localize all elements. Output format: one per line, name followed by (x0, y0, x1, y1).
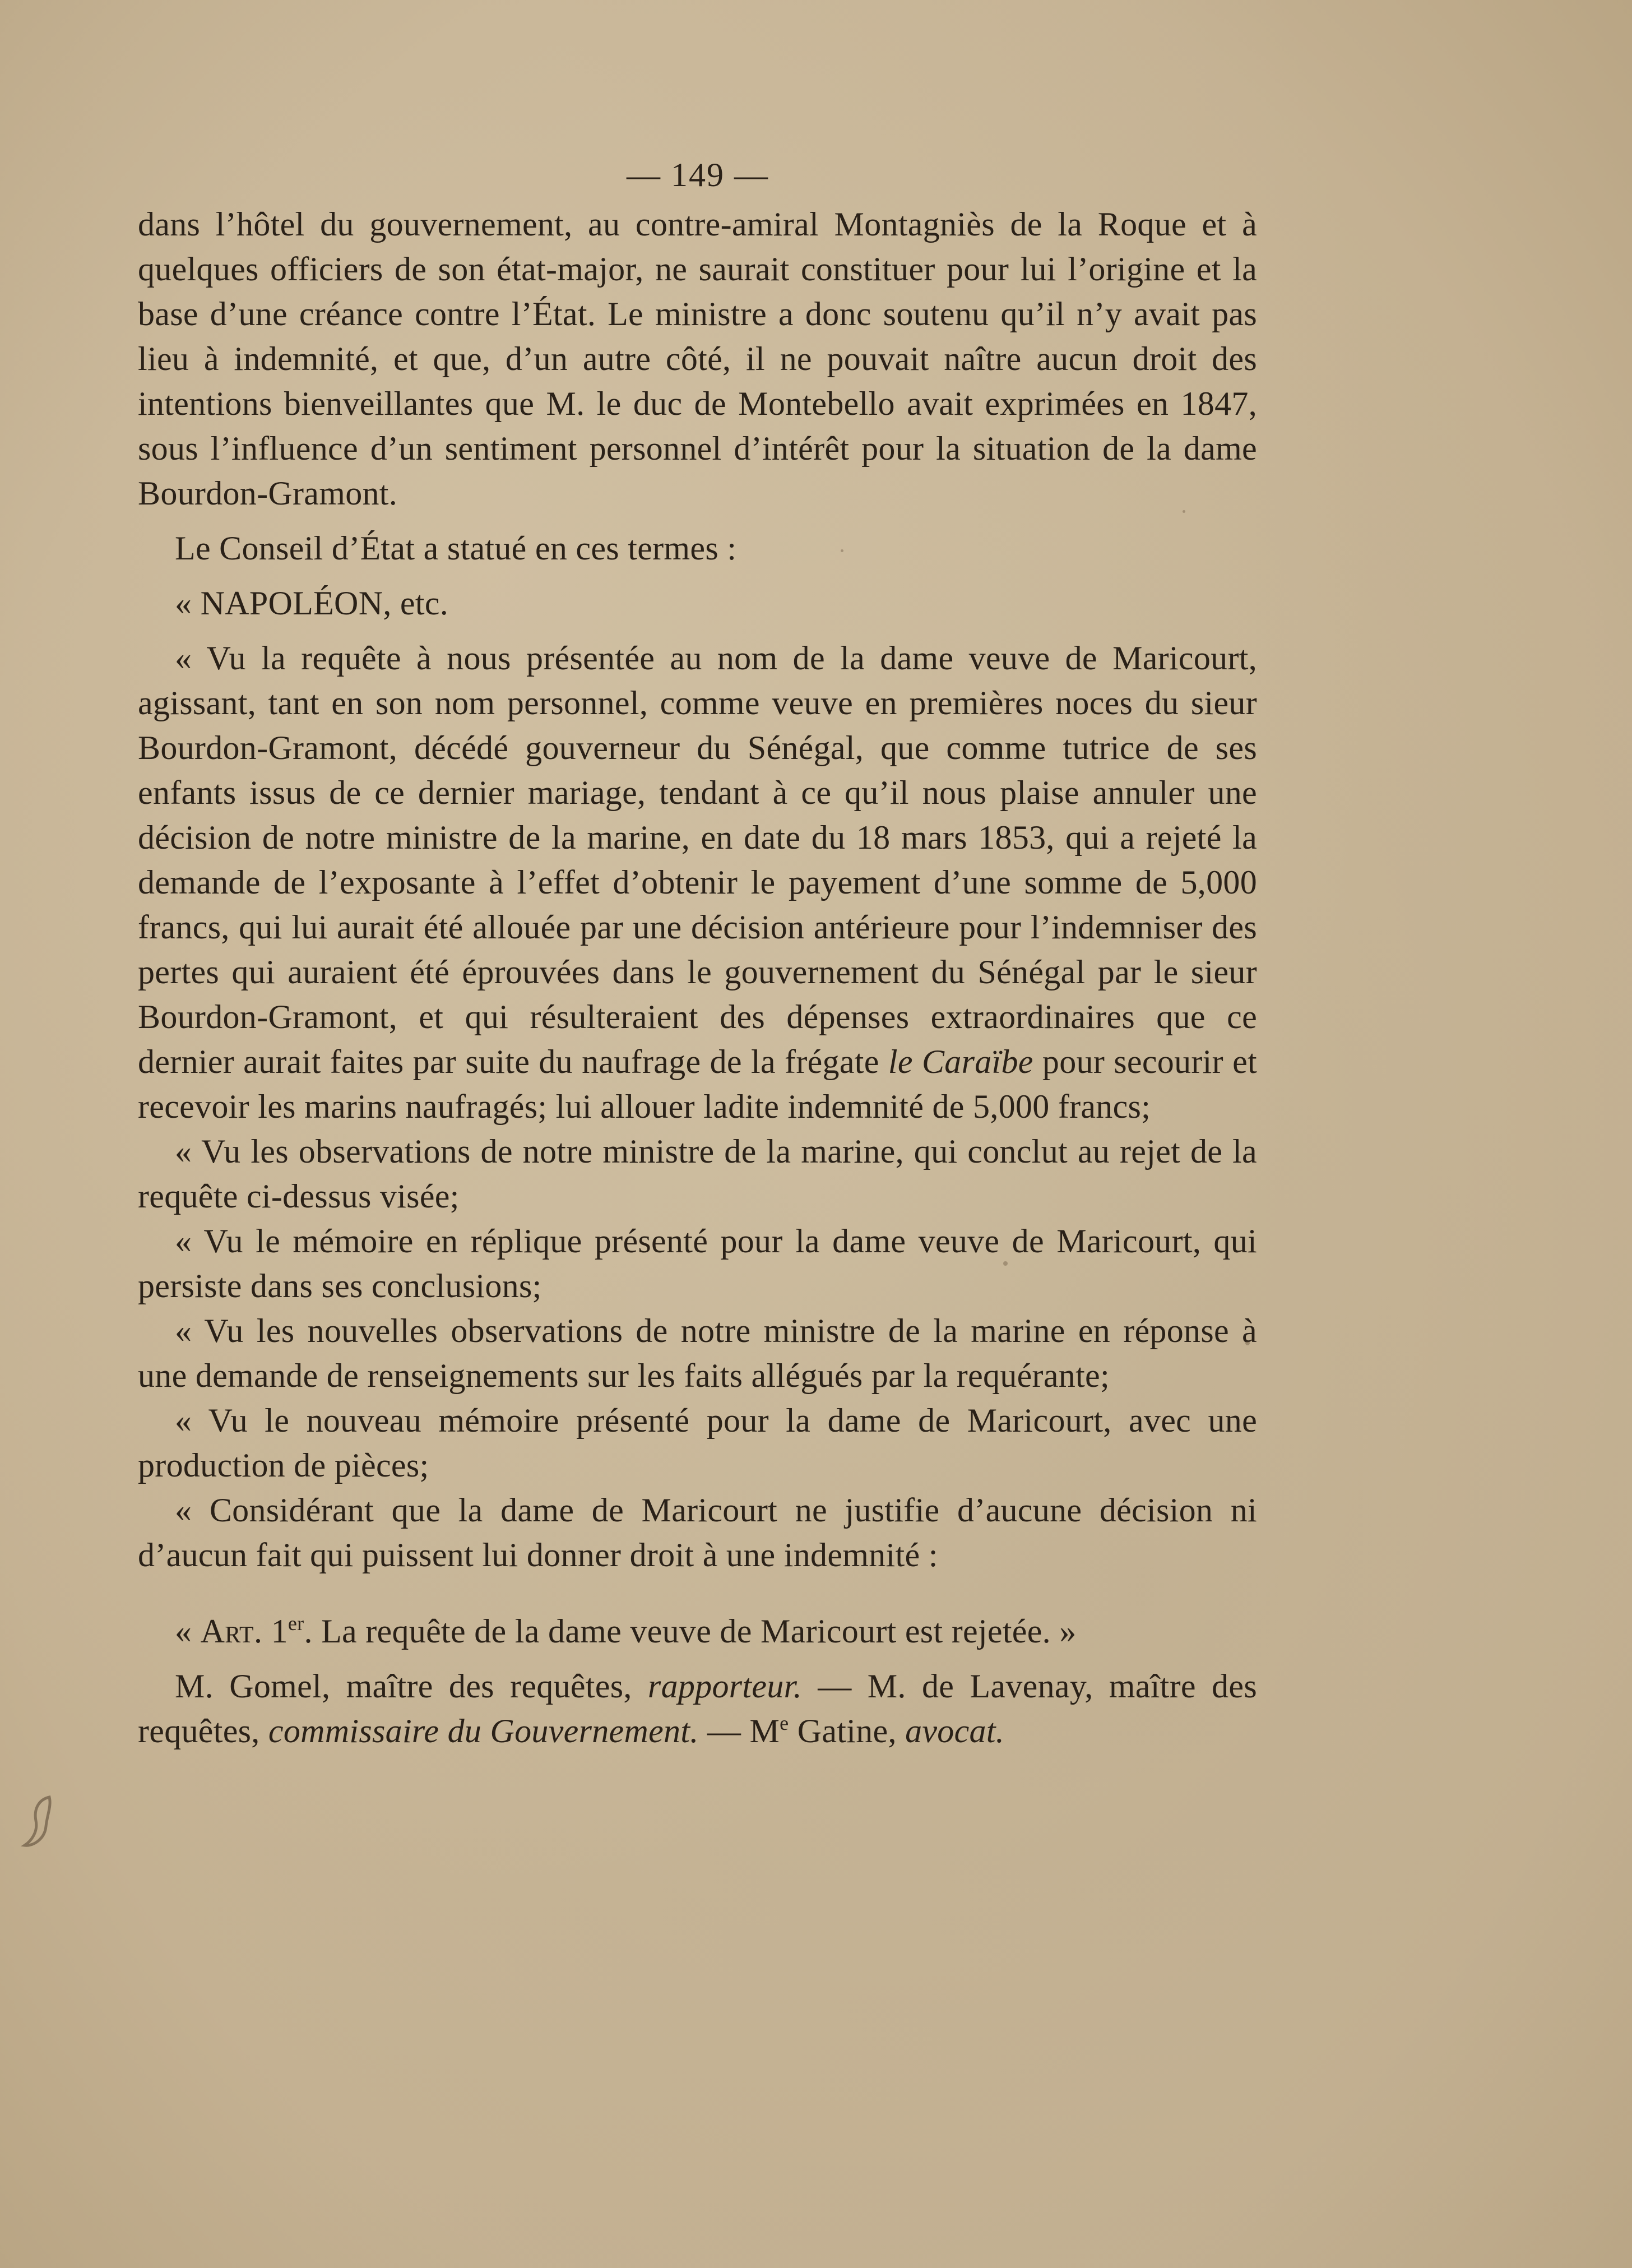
text-segment: . La requête de la dame veuve de Maricourt est rejetée. » (304, 1613, 1077, 1650)
paragraph (138, 202, 1257, 516)
paragraph (138, 1609, 1257, 1654)
text-segment: le Caraïbe (888, 1043, 1033, 1080)
text-segment: Le Conseil d’État a statué en ces termes : (175, 530, 737, 567)
text-segment: « Vu les nouvelles observations de notre ministre de la marine en réponse à une demande de renseignements sur les faits allégués par la requérante; (138, 1312, 1257, 1394)
text-segment: avocat. (905, 1712, 1005, 1749)
text-segment: pour secourir et recevoir les marins naufragés; lui allouer ladite indemnité de 5,000 francs; (138, 1043, 1258, 1125)
body-text (138, 202, 1257, 1753)
text-segment: 1 (262, 1613, 288, 1650)
text-segment: « (175, 1613, 201, 1650)
text-segment: dans l’hôtel du gouvernement, au contre-amiral Montagniès de la Roque et à quelques officiers de son état-major, ne saurait constituer pour lui l’origine et la base d’une créance contre l’État. Le ministre a donc soutenu qu’il n’y avait pas lieu à indemnité, et que, d’un autre côté, il ne pouvait naître aucun droit des intentions bienveillantes que M. le duc de Montebello avait exprimées en 1847, sous l’influence d’un sentiment personnel d’intérêt pour la situation de la dame Bourdon-Gramont. (138, 206, 1257, 512)
paragraph (138, 1219, 1257, 1308)
text-segment: Gatine, (789, 1712, 906, 1749)
paragraph (138, 636, 1257, 1129)
paper-speck (1183, 510, 1185, 513)
paragraph (138, 1308, 1257, 1398)
text-segment: — M (698, 1712, 780, 1749)
text-segment: « Vu le nouveau mémoire présenté pour la dame de Maricourt, avec une production de pièces; (138, 1402, 1257, 1484)
text-segment: Art. (200, 1613, 263, 1650)
paragraph (138, 1488, 1257, 1577)
paragraph (138, 1664, 1257, 1753)
text-segment: « Vu la requête à nous présentée au nom de la dame veuve de Maricourt, agissant, tant en son nom personnel, comme veuve en premières noces du sieur Bourdon-Gramont, décédé gouverneur du Sénégal, que comme tutrice de ses enfants issus de ce dernier mariage, tendant à ce qu’il nous plaise annuler une décision de notre ministre de la marine, en date du 18 mars 1853, qui a rejeté la demande de l’exposante à l’effet d’obtenir le payement d’une somme de 5,000 francs, qui lui aurait été allouée par une décision antérieure pour l’indemniser des pertes qui auraient été éprouvées dans le gouvernement du Sénégal par le sieur Bourdon-Gramont, et qui résulteraient des dépenses extraordinaires que ce dernier aurait faites par suite du naufrage de la frégate (138, 640, 1257, 1080)
paragraph (138, 581, 1257, 626)
paper-speck (1003, 1261, 1008, 1266)
text-segment: M. Gomel, maître des requêtes, (175, 1668, 648, 1705)
text-segment: commissaire du Gouvernement. (268, 1712, 699, 1749)
text-segment: « NAPOLÉON, etc. (175, 585, 449, 622)
paragraph (138, 1398, 1257, 1488)
text-segment: rapporteur. (647, 1668, 802, 1705)
paper-speck (1245, 1341, 1250, 1345)
paper-speck (841, 549, 843, 552)
text-segment: « Considérant que la dame de Maricourt ne justifie d’aucune décision ni d’aucun fait qui puissent lui donner droit à une indemnité : (138, 1492, 1257, 1573)
pencil-mark-icon (17, 1792, 64, 1853)
text-segment: e (780, 1712, 789, 1734)
paragraph (138, 526, 1257, 571)
text-segment: « Vu le mémoire en réplique présenté pour la dame veuve de Maricourt, qui persiste dans ses conclusions; (138, 1223, 1257, 1304)
text-segment: — M. de Lavenay, maître des requêtes, (138, 1668, 1257, 1749)
paragraph (138, 1129, 1257, 1219)
page-number: — 149 — (627, 156, 769, 193)
text-segment: er (288, 1612, 304, 1635)
text-segment: « Vu les observations de notre ministre de la marine, qui conclut au rejet de la requête ci-dessus visée; (138, 1133, 1257, 1215)
